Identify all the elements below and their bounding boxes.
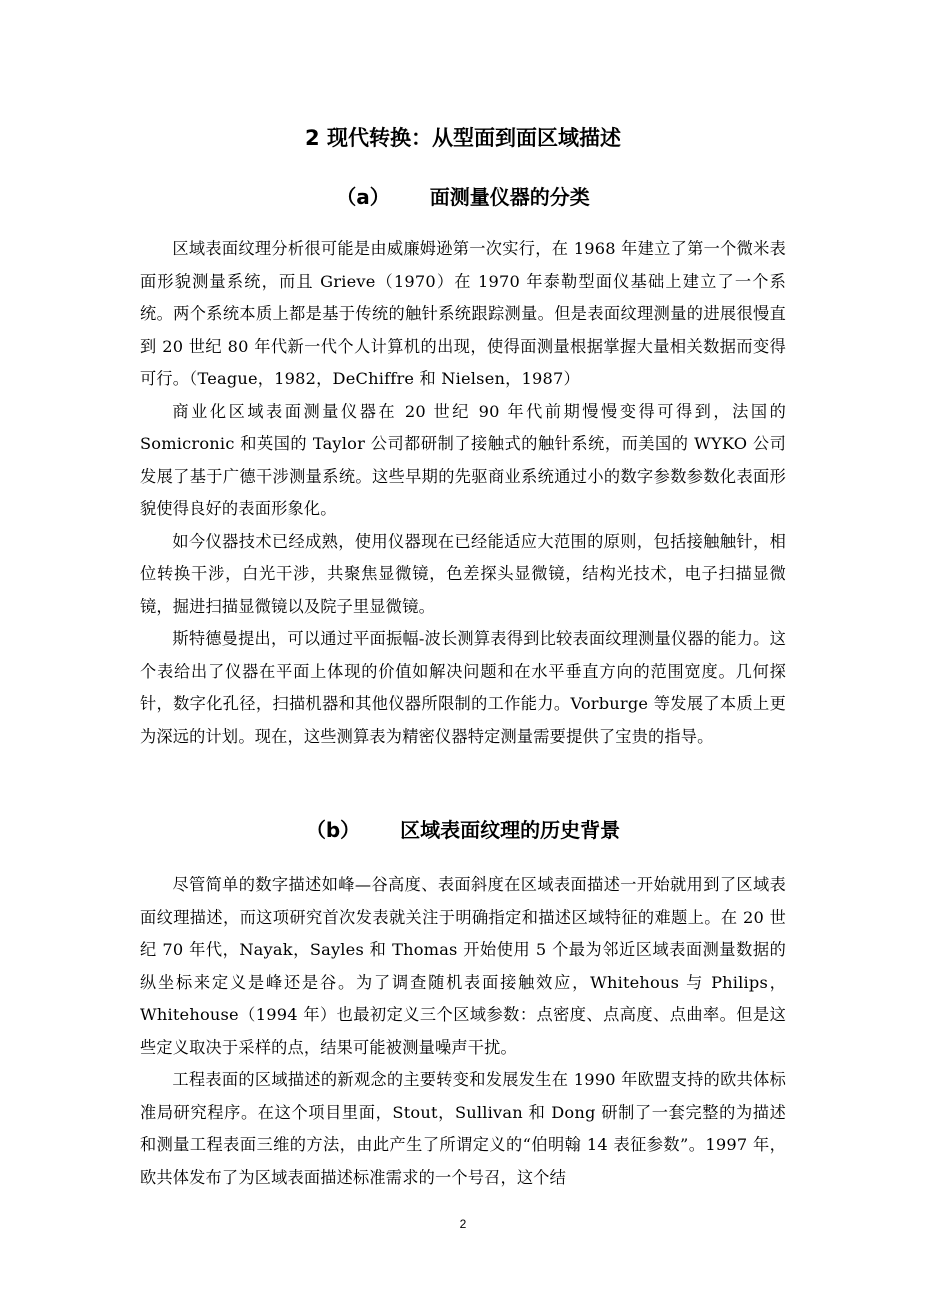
paragraph: 商业化区域表面测量仪器在 20 世纪 90 年代前期慢慢变得可得到，法国的 Somicronic 和英国的 Taylor 公司都研制了接触式的触针系统，而美国的 WYKO 公司发展了基于广德干涉测量系统。这些早期的先驱商业系统通过小的数字参数参数化表面形貌使得良好的表面形象化。 — [140, 401, 786, 518]
paragraph: 工程表面的区域描述的新观念的主要转变和发展发生在 1990 年欧盟支持的欧共体标准局研究程序。在这个项目里面，Stout，Sullivan 和 Dong 研制了一套完整的为描述和测量工程表面三维的方法，由此产生了所谓定义的“伯明翰 14 表征参数”。1997 年，欧共体发布了为区域表面描述标准需求的一个号召，这个结 — [140, 1070, 786, 1187]
paragraph: 区域表面纹理分析很可能是由威廉姆逊第一次实行，在 1968 年建立了第一个微米表面形貌测量系统，而且 Grieve（1970）在 1970 年泰勒型面仪基础上建立了一个系统。两个系统本质上都是基于传统的触针系统跟踪测量。但是表面纹理测量的进展很慢直到 20 世纪 80 年代新一代个人计算机的出现，使得面测量根据掌握大量相关数据而变得可行。（Teague，1982，DeChiffre 和 Nielsen，1987） — [140, 239, 786, 388]
paragraph: 尽管简单的数字描述如峰—谷高度、表面斜度在区域表面描述一开始就用到了区域表面纹理描述，而这项研究首次发表就关注于明确指定和描述区域特征的难题上。在 20 世纪 70 年代，Nayak，Sayles 和 Thomas 开始使用 5 个最为邻近区域表面测量数据的纵坐标来定义是峰还是谷。为了调查随机表面接触效应，Whitehous 与 Philips，Whitehouse（1994 年）也最初定义三个区域参数：点密度、点高度、点曲率。但是这些定义取决于采样的点，结果可能被测量噪声干扰。 — [140, 875, 786, 1057]
section-a-body — [140, 233, 786, 753]
page-title: 2 现代转换：从型面到面区域描述 — [305, 126, 621, 150]
section-b-title: 区域表面纹理的历史背景 — [400, 818, 621, 842]
section-a-heading — [140, 181, 786, 213]
section-a-title: 面测量仪器的分类 — [429, 185, 590, 209]
paragraph: 如今仪器技术已经成熟，使用仪器现在已经能适应大范围的原则，包括接触触针，相位转换干涉，白光干涉，共聚焦显微镜，色差探头显微镜，结构光技术，电子扫描显微镜，掘进扫描显微镜以及院子里显微镜。 — [140, 531, 786, 616]
section-b-heading — [140, 814, 786, 846]
page-number: 2 — [459, 1217, 467, 1231]
section-b-body — [140, 869, 786, 1194]
section-b-label: （b） — [305, 818, 361, 842]
section-a-label: （a） — [336, 185, 390, 209]
paragraph: 斯特德曼提出，可以通过平面振幅-波长测算表得到比较表面纹理测量仪器的能力。这个表给出了仪器在平面上体现的价值如解决问题和在水平垂直方向的范围宽度。几何探针，数字化孔径，扫描机器和其他仪器所限制的工作能力。Vorburge 等发展了本质上更为深远的计划。现在，这些测算表为精密仪器特定测量需要提供了宝贵的指导。 — [140, 629, 786, 746]
